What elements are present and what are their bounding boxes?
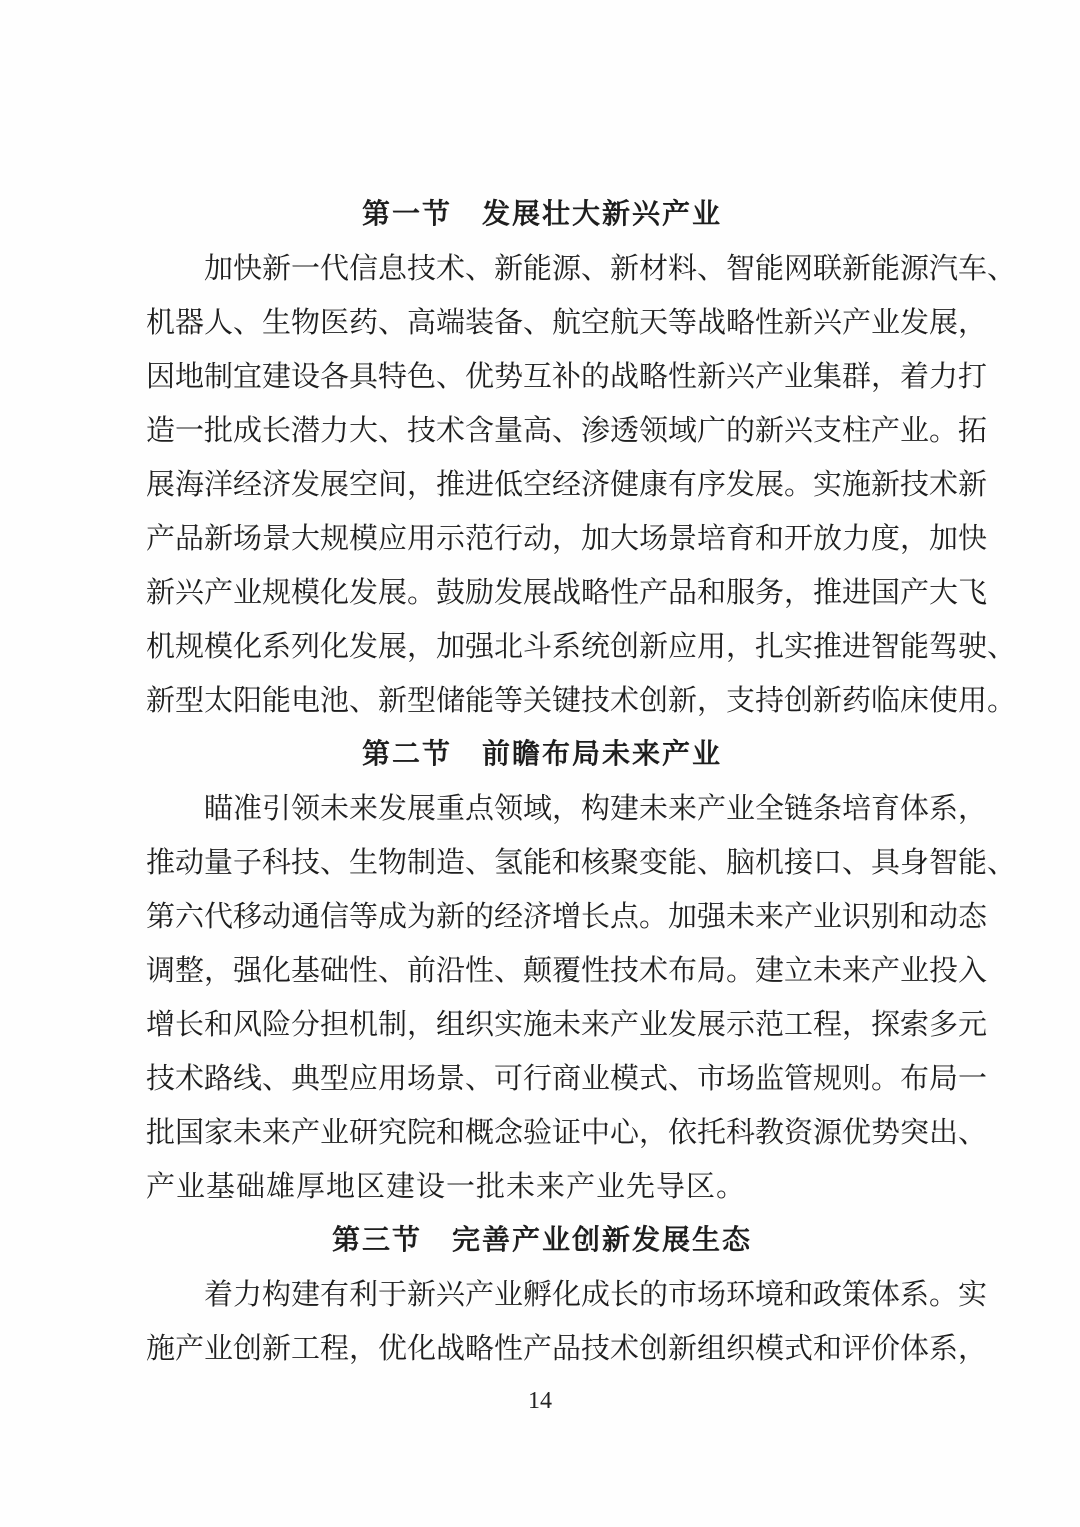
paragraph-line: 机规模化系列化发展，加强北斗系统创新应用，扎实推进智能驾驶、 — [146, 629, 1017, 663]
page-number: 14 — [528, 1388, 552, 1414]
section-heading-2: 第二节 前瞻布局未来产业 — [361, 737, 722, 770]
paragraph-line: 产品新场景大规模应用示范行动，加大场景培育和开放力度，加快 — [146, 521, 988, 555]
paragraph-line: 着力构建有利于新兴产业孵化成长的市场环境和政策体系。实 — [204, 1277, 988, 1311]
section-heading-1: 第一节 发展壮大新兴产业 — [361, 197, 722, 230]
paragraph-line: 机器人、生物医药、高端装备、航空航天等战略性新兴产业发展， — [146, 305, 988, 339]
paragraph-line: 第六代移动通信等成为新的经济增长点。加强未来产业识别和动态 — [146, 899, 988, 933]
paragraph-line: 施产业创新工程，优化战略性产品技术创新组织模式和评价体系， — [146, 1331, 988, 1365]
section-heading-3: 第三节 完善产业创新发展生态 — [331, 1223, 752, 1256]
paragraph-line: 造一批成长潜力大、技术含量高、渗透领域广的新兴支柱产业。拓 — [146, 413, 988, 447]
paragraph-line: 技术路线、典型应用场景、可行商业模式、市场监管规则。布局一 — [146, 1061, 988, 1095]
paragraph-line: 新兴产业规模化发展。鼓励发展战略性产品和服务，推进国产大飞 — [146, 575, 988, 609]
paragraph-line: 批国家未来产业研究院和概念验证中心，依托科教资源优势突出、 — [146, 1115, 988, 1149]
paragraph-line: 加快新一代信息技术、新能源、新材料、智能网联新能源汽车、 — [204, 251, 1017, 285]
paragraph-line: 产业基础雄厚地区建设一批未来产业先导区。 — [146, 1169, 747, 1203]
paragraph-line: 调整，强化基础性、前沿性、颠覆性技术布局。建立未来产业投入 — [146, 953, 988, 987]
paragraph-line: 因地制宜建设各具特色、优势互补的战略性新兴产业集群，着力打 — [146, 359, 988, 393]
paragraph-line: 瞄准引领未来发展重点领域，构建未来产业全链条培育体系， — [204, 791, 988, 825]
paragraph-line: 推动量子科技、生物制造、氢能和核聚变能、脑机接口、具身智能、 — [146, 845, 1017, 879]
paragraph-line: 新型太阳能电池、新型储能等关键技术创新，支持创新药临床使用。 — [146, 683, 1017, 717]
paragraph-line: 增长和风险分担机制，组织实施未来产业发展示范工程，探索多元 — [146, 1007, 988, 1041]
paragraph-line: 展海洋经济发展空间，推进低空经济健康有序发展。实施新技术新 — [146, 467, 988, 501]
page-body — [146, 187, 1017, 1375]
